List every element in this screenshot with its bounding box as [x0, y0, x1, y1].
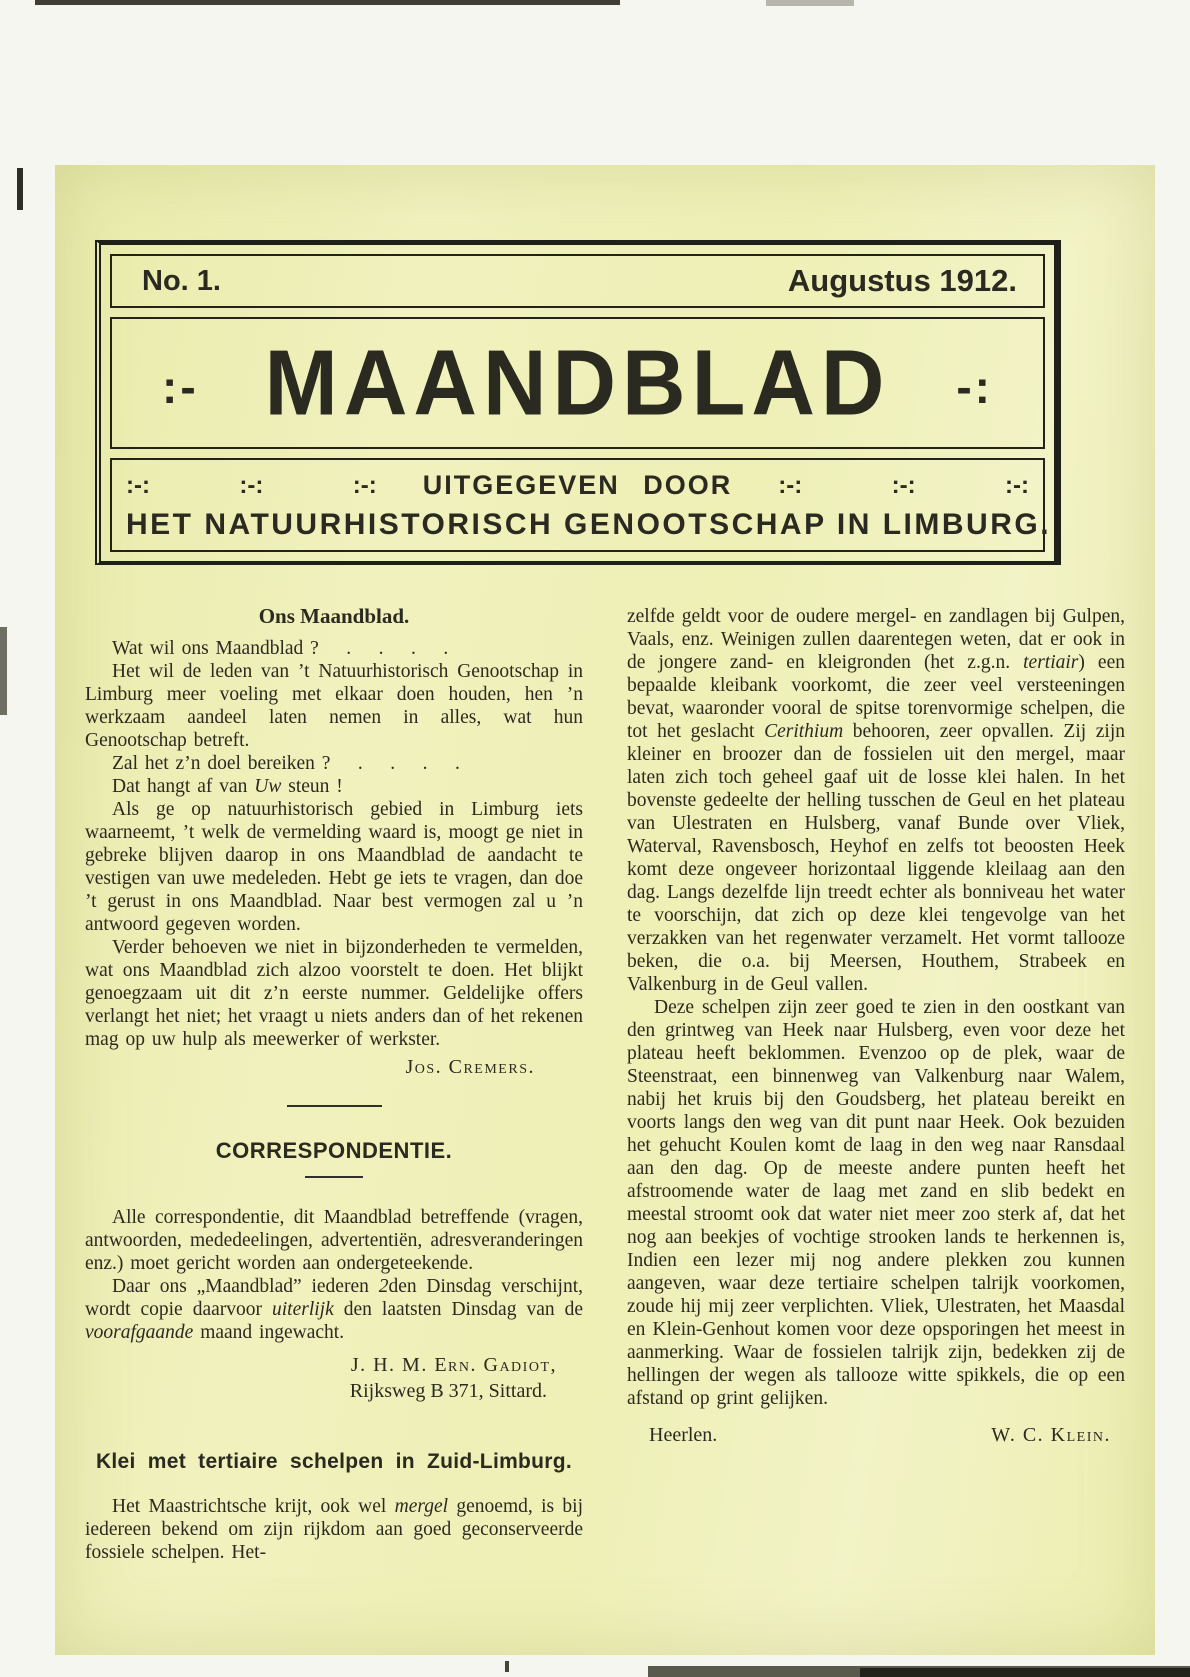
paragraph: Verder behoeven we niet in bijzonderheden te vermelden, wat ons Maandblad zich alzoo voorstelt te doen. Het blijkt genoegzaam uit dit z’n eerste nummer. Geldelijke offers verlangt het niet; het vraagt u niets anders dan of het rekenen mag op uw hulp als meewerker of werkster.	[85, 937, 583, 1050]
scan-artifact-bottom-dark	[860, 1668, 1190, 1677]
colon-dash-ornament: :-:	[352, 471, 377, 499]
section-heading-klei: Klei met tertiaire schelpen in Zuid-Limburg.	[95, 1450, 573, 1473]
scan-artifact-bottom-notch	[505, 1661, 509, 1672]
issue-row	[110, 254, 1045, 308]
title-decor-right: -:	[956, 361, 993, 413]
signature-jos-cremers: Jos. Cremers.	[405, 1056, 535, 1078]
colon-dash-ornament: :-:	[1005, 471, 1029, 499]
signature-block	[85, 1352, 583, 1404]
publisher-row	[126, 470, 1029, 501]
section-heading-ons-maandblad: Ons Maandblad.	[258, 604, 410, 628]
scan-artifact-left-bar	[0, 627, 7, 715]
left-column	[85, 605, 583, 1564]
paragraph: Deze schelpen zijn zeer goed te zien in den oostkant van den grintweg van Heek naar Hulsberg, even voor deze het plateau heeft beklommen. Evenzoo op de plek, waar de Steenstraat, een binnenweg van Valkenburg naar Walem, nabij het kruis bij den Goudsberg, het plateau bereikt en voorts langs den weg van dit punt naar Heek. Ook bezuiden het gehucht Koulen komt de laag in den weg naar Ransdaal aan den dag. Op de meeste andere punten heeft het afstroomende water de laag met zand en slib bedekt en meestal stroomt ook dat water niet meer zoo sterk af, dat het nog aan beekjes of vochtige strooken lands te herkennen is, Indien een lezer mij nog andere plekken zou kunnen aangeven, waar deze tertiaire schelpen talrijk voorkomen, zoude hij mij zeer verplichten. Vliek, Ulestraten, het Maasdal en Klein-Genhout komen voor deze opsporingen het meest in aanmerking. Waar de fossielen talrijk zijn, bedekken zij de hellingen der wegen als tallooze witte spikkels, die op een afstand op grint gelijken.	[627, 997, 1125, 1409]
scan-artifact-left-tick	[17, 168, 23, 210]
signature-gadiot: J. H. M. Ern. Gadiot,	[350, 1354, 557, 1376]
title-decor-left: :-	[162, 361, 199, 413]
publisher-box	[110, 458, 1052, 552]
scan-artifact-top-patch	[766, 0, 854, 6]
issue-date: Augustus 1912.	[787, 263, 1017, 298]
title-box	[110, 317, 1045, 449]
published-by-label: UITGEGEVEN DOOR	[422, 470, 733, 500]
decor-group-left	[126, 472, 423, 500]
paragraph: Als ge op natuurhistorisch gebied in Limburg iets waarneemt, ’t welk de vermelding waard is, moogt ge niet in gebreke blijven daarop in ons Maandblad de aandacht te vestigen van uwe medeleden. Hebt ge iets te vragen, dan doe ’t gerust in ons Maandblad. Naar best vermogen zal u ’n antwoord gegeven worden.	[85, 799, 583, 935]
article-body	[85, 605, 1125, 1564]
paragraph: Daar ons „Maandblad” iederen 2den Dinsdag verschijnt, wordt copie daarvoor uiterlijk den laatsten Dinsdag van de voorafgaande maand ingewacht.	[85, 1276, 584, 1343]
signature-address: Rijksweg B 371, Sittard.	[349, 1380, 547, 1402]
magazine-title: MAANDBLAD	[264, 330, 891, 435]
paragraph: Alle correspondentie, dit Maandblad betreffende (vragen, antwoorden, mededeelingen, advertentiën, adresveranderingen enz.) moet gericht worden aan ondergeteekende.	[85, 1207, 583, 1274]
paragraph: Zal het z’n doel bereiken ? . . . .	[112, 753, 460, 774]
decor-group-right	[732, 472, 1029, 500]
signature-wc-klein: W. C. Klein.	[991, 1424, 1111, 1446]
paragraph: Wat wil ons Maandblad ? . . . .	[112, 638, 449, 659]
organization-name: HET NATUURHISTORISCH GENOOTSCHAP IN LIMBURG.	[126, 508, 1052, 541]
colon-dash-ornament: :-:	[239, 471, 264, 499]
signoff-row	[627, 1424, 1125, 1447]
paragraph: Dat hangt af van Uw steun !	[112, 776, 343, 797]
issue-number: No. 1.	[142, 264, 221, 297]
paragraph: Het Maastrichtsche krijt, ook wel mergel genoemd, is bij iedereen bekend om zijn rijkdom aan goed geconserveerde fossiele schelpen. Het-	[85, 1496, 583, 1563]
scan-artifact-top-line	[35, 0, 620, 5]
magazine-page	[55, 165, 1155, 1655]
section-divider	[287, 1105, 382, 1107]
colon-dash-ornament: :-:	[126, 471, 150, 499]
signoff-place: Heerlen.	[649, 1424, 718, 1446]
masthead	[95, 240, 1061, 565]
paragraph: zelfde geldt voor de oudere mergel- en zandlagen bij Gulpen, Vaals, enz. Weinigen zullen daarentegen weten, dat er ook in de jongere zand- en kleigronden (het z.g.n. tertiair) een bepaalde kleibank voorkomt, die zeer veel versteeningen bevat, waaronder vooral de spitse torenvormige schelpen, die tot het geslacht Cerithium behooren, zeer opvallen. Zij zijn kleiner en broozer dan de fossielen uit den mergel, maar laten zich toch geheel gaaf uit de losse klei halen. In het bovenste gedeelte der helling tusschen de Geul en het plateau van Ulestraten en Hulsberg, vanaf Bunde over Vliek, Waterval, Ravensbosch, Heyhof en zelfs tot beoosten Heek komt deze ongeveer horizontaal liggende kleilaag aan den dag. Langs dezelfde lijn treedt echter als bonniveau het water te voorschijn, dat zich op deze klei tengevolge van het verzakken van het regenwater verzamelt. Het vormt tallooze beken, die o.a. bij Meersen, Houthem, Strabeek en Valkenburg in de Geul vallen.	[627, 606, 1125, 995]
section-heading-correspondentie: CORRESPONDENTIE.	[215, 1138, 453, 1163]
section-divider	[305, 1176, 363, 1178]
paragraph: Het wil de leden van ’t Natuurhistorisch Genootschap in Limburg meer voeling met elkaar doen houden, hen ’n werkzaam aandeel laten nemen in alles, wat hun Genootschap betreft.	[85, 661, 583, 751]
colon-dash-ornament: :-:	[891, 471, 916, 499]
colon-dash-ornament: :-:	[778, 471, 803, 499]
right-column	[627, 605, 1125, 1564]
